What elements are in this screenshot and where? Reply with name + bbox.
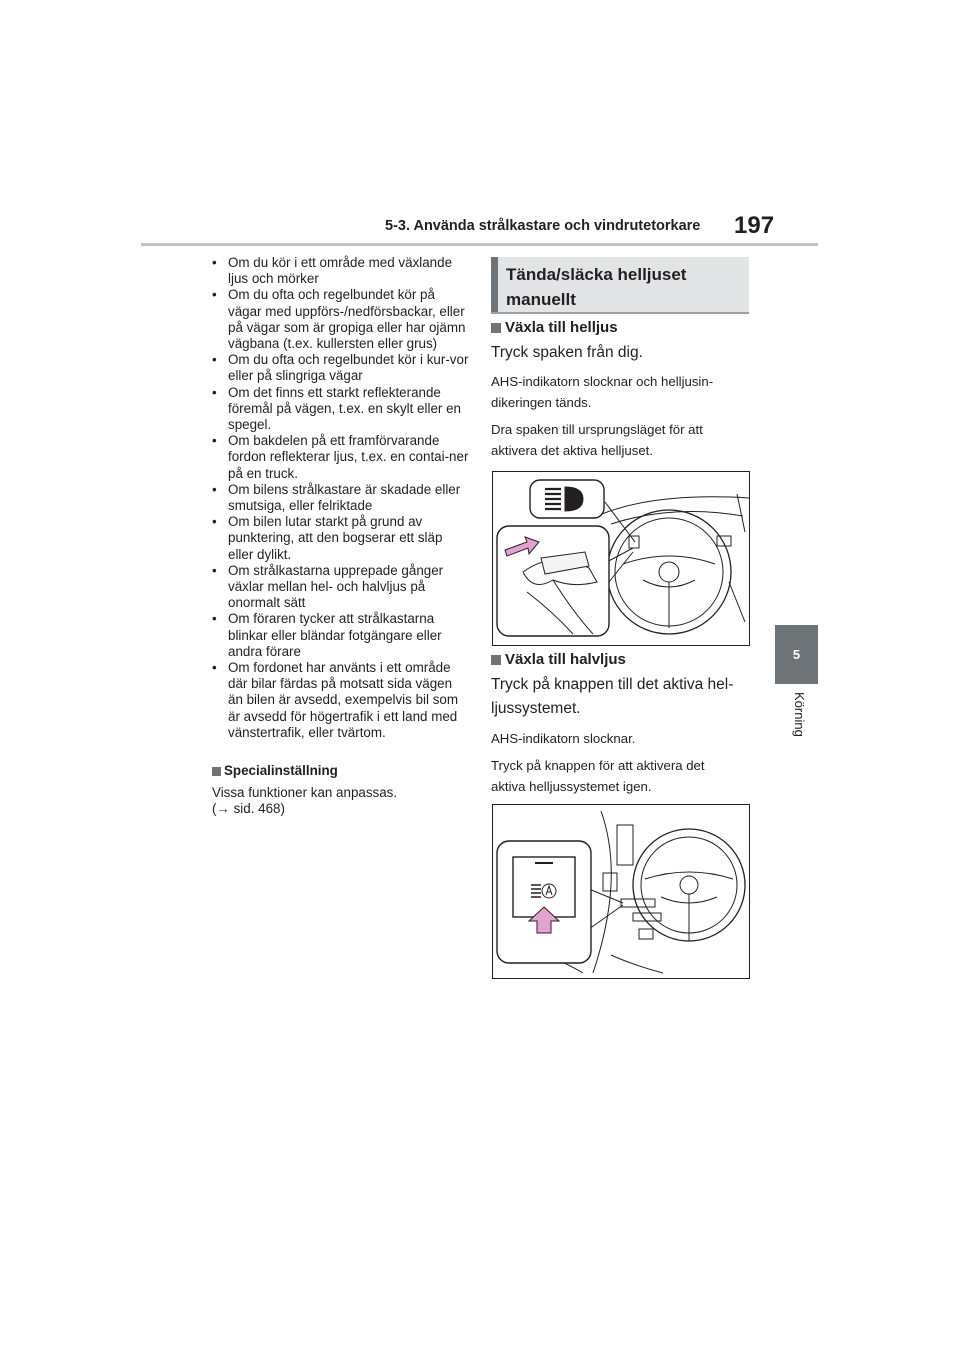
- dashboard-illustration: [493, 805, 749, 978]
- low-beam-text-1: AHS-indikatorn slocknar.: [491, 731, 636, 746]
- list-item: • Om det finns ett starkt reflekterande föremål på vägen, t.ex. en skylt eller en spegel.: [212, 384, 461, 433]
- list-item: • Om du ofta och regelbundet kör i kur-vor eller på slingriga vägar: [212, 352, 469, 384]
- square-marker-icon: [212, 767, 221, 776]
- headlight-lever-illustration: [493, 472, 749, 645]
- bullet-icon: •: [212, 562, 217, 578]
- list-item: • Om bilen lutar starkt på grund av punktering, att den bogserar ett släp eller dylikt.: [212, 514, 443, 562]
- chapter-name: Körning: [792, 692, 807, 737]
- list-item: • Om bilens strålkastare är skadade eller smutsiga, eller felriktade: [212, 481, 461, 514]
- bullet-icon: •: [212, 255, 217, 270]
- special-text: Vissa funktioner kan anpassas.: [212, 785, 398, 800]
- bullet-icon: •: [212, 384, 217, 400]
- page-number: 197: [734, 212, 775, 239]
- low-beam-lead: Tryck på knappen till det aktiva hel- ljussystemet.: [491, 676, 734, 717]
- section-heading-box: [491, 257, 749, 314]
- header-rule: [141, 243, 818, 246]
- list-item: • Om bakdelen på ett framförvarande fordon reflekterar ljus, t.ex. en contai-ner på en truck.: [212, 433, 469, 481]
- heading-accent-bar: [491, 257, 498, 312]
- page-reference-link[interactable]: (→ sid. 468): [212, 801, 285, 816]
- bullet-icon: •: [212, 352, 217, 368]
- high-beam-figure: [492, 471, 750, 646]
- bullet-icon: •: [212, 287, 217, 303]
- square-marker-icon: [491, 323, 501, 333]
- square-marker-icon: [491, 655, 501, 665]
- low-beam-heading: Växla till halvljus: [491, 651, 751, 668]
- section-heading: Tända/släcka helljuset manuellt: [506, 265, 687, 309]
- bullet-icon: •: [212, 611, 217, 627]
- list-item: • Om fordonet har använts i ett område där bilar färdas på motsatt sida vägen än bilen är avsedd, exempelvis bil som är avsedd för högertrafik i ett land med vänstertrafik, eller tvärtom.: [212, 660, 458, 740]
- chapter-number: 5: [792, 647, 801, 662]
- bullet-icon: •: [212, 481, 217, 497]
- high-beam-lead: Tryck spaken från dig.: [491, 344, 643, 361]
- high-beam-text-2: Dra spaken till ursprungsläget för att aktivera det aktiva helljuset.: [491, 422, 703, 458]
- chapter-tab[interactable]: [775, 625, 818, 684]
- low-beam-figure: [492, 804, 750, 979]
- special-heading: Specialinställning: [212, 763, 397, 779]
- list-item: • Om du kör i ett område med växlande ljus och mörker: [212, 255, 453, 287]
- list-item: • Om du ofta och regelbundet kör på vägar med uppförs-/nedförsbackar, eller på vägar som är gropiga eller har ojämn vägbana (t.ex. kullersten eller grus): [212, 287, 466, 352]
- section-title: 5-3. Använda strålkastare och vindrutetorkare: [385, 218, 701, 234]
- low-beam-section: [491, 651, 751, 797]
- high-beam-section: [491, 319, 751, 461]
- high-beam-text-1: AHS-indikatorn slocknar och helljusin- dikeringen tänds.: [491, 374, 714, 410]
- bullet-icon: •: [212, 433, 217, 449]
- list-item: • Om föraren tycker att strålkastarna blinkar eller bländar fotgängare eller andra förare: [212, 611, 442, 659]
- special-setting: [212, 763, 397, 817]
- list-item: • Om strålkastarna upprepade gånger växlar mellan hel- och halvljus på onormalt sätt: [212, 562, 444, 611]
- bullet-icon: •: [212, 660, 217, 676]
- low-beam-text-2: Tryck på knappen för att aktivera det aktiva helljussystemet igen.: [491, 758, 705, 794]
- bullet-icon: •: [212, 514, 217, 530]
- high-beam-heading: Växla till helljus: [491, 319, 751, 336]
- condition-list: [212, 255, 470, 741]
